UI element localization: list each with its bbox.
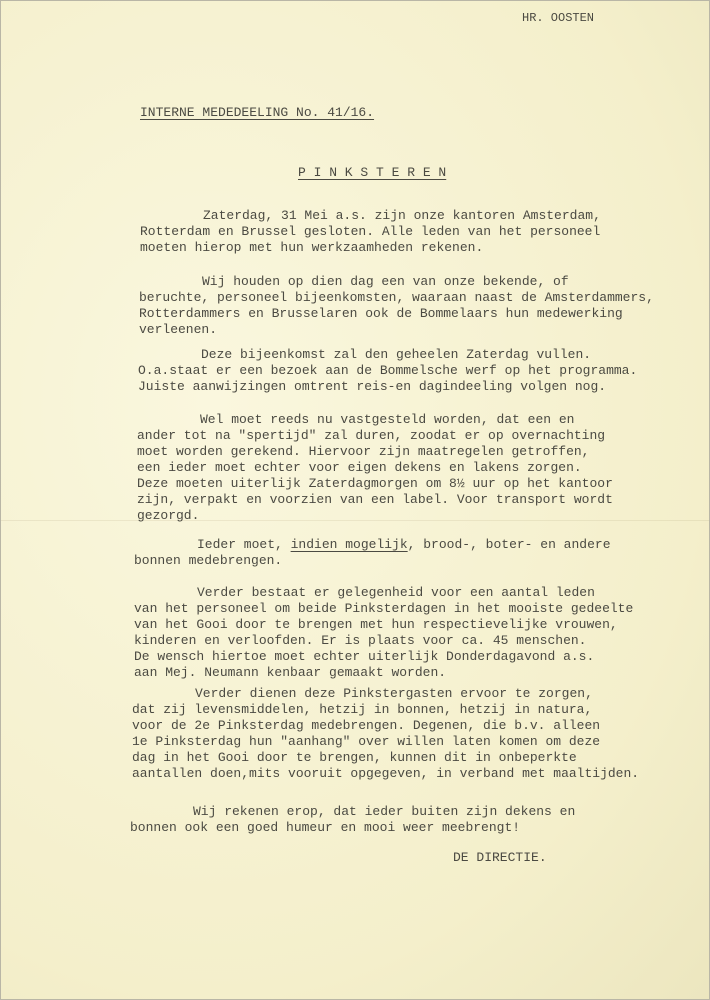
line: beruchte, personeel bijeenkomsten, waaraan naast de Amsterdammers, <box>139 290 654 305</box>
memo-heading: P I N K S T E R E N <box>298 165 447 180</box>
text: Ieder moet, <box>197 537 291 552</box>
line: De wensch hiertoe moet echter uiterlijk Donderdagavond a.s. <box>134 649 595 664</box>
line: bonnen medebrengen. <box>134 553 283 568</box>
line <box>134 537 611 553</box>
line: bonnen ook een goed humeur en mooi weer meebrengt! <box>130 820 521 835</box>
line: gezorgd. <box>137 508 200 523</box>
memo-title: INTERNE MEDEDEELING No. 41/16. <box>140 105 375 120</box>
paragraph-3 <box>138 347 637 395</box>
line: kinderen en verloofden. Er is plaats voor ca. 45 menschen. <box>134 633 587 648</box>
signature: DE DIRECTIE. <box>453 850 547 865</box>
paragraph-5 <box>134 537 611 569</box>
line: van het Gooi door te brengen met hun respectievelijke vrouwen, <box>134 617 618 632</box>
line: Juiste aanwijzingen omtrent reis-en dagindeeling volgen nog. <box>138 379 607 394</box>
line: van het personeel om beide Pinksterdagen in het mooiste gedeelte <box>134 601 634 616</box>
line: Verder bestaat er gelegenheid voor een aantal leden <box>197 585 595 600</box>
line: Deze moeten uiterlijk Zaterdagmorgen om 8½ uur op het kantoor <box>137 476 613 491</box>
line: een ieder moet echter voor eigen dekens en lakens zorgen. <box>137 460 582 475</box>
paragraph-2 <box>139 274 654 338</box>
line: Wij rekenen erop, dat ieder buiten zijn dekens en <box>193 804 576 819</box>
paragraph-6 <box>134 585 633 681</box>
recipient: HR. OOSTEN <box>522 11 595 25</box>
line: ander tot na "spertijd" zal duren, zoodat er op overnachting <box>137 428 606 443</box>
line: Wij houden op dien dag een van onze bekende, of <box>202 274 569 289</box>
line: Wel moet reeds nu vastgesteld worden, dat een en <box>200 412 575 427</box>
paragraph-7 <box>132 686 639 782</box>
line: O.a.staat er een bezoek aan de Bommelsche werf op het programma. <box>138 363 638 378</box>
line: 1e Pinksterdag hun "aanhang" over willen laten komen om deze <box>132 734 601 749</box>
paragraph-1 <box>140 208 601 256</box>
line: Rotterdammers en Brusselaren ook de Bommelaars hun medewerking <box>139 306 623 321</box>
line: Deze bijeenkomst zal den geheelen Zaterdag vullen. <box>201 347 592 362</box>
line: verleenen. <box>139 322 218 337</box>
line: Verder dienen deze Pinkstergasten ervoor te zorgen, <box>195 686 593 701</box>
line: Rotterdam en Brussel gesloten. Alle leden van het personeel <box>140 224 601 239</box>
line: zijn, verpakt en voorzien van een label. Voor transport wordt <box>137 492 613 507</box>
paragraph-4 <box>137 412 613 524</box>
line: dat zij levensmiddelen, hetzij in bonnen, hetzij in natura, <box>132 702 593 717</box>
underlined-text: indien mogelijk <box>290 537 408 552</box>
line: Zaterdag, 31 Mei a.s. zijn onze kantoren Amsterdam, <box>203 208 601 223</box>
line: voor de 2e Pinksterdag medebrengen. Degenen, die b.v. alleen <box>132 718 601 733</box>
line: aantallen doen,mits vooruit opgegeven, in verband met maaltijden. <box>132 766 640 781</box>
line: moeten hierop met hun werkzaamheden rekenen. <box>140 240 484 255</box>
paragraph-8 <box>130 804 575 836</box>
line: aan Mej. Neumann kenbaar gemaakt worden. <box>134 665 447 680</box>
line: moet worden gerekend. Hiervoor zijn maatregelen getroffen, <box>137 444 590 459</box>
line: dag in het Gooi door te brengen, kunnen dit in onbeperkte <box>132 750 577 765</box>
text: , brood-, boter- en andere <box>407 537 611 552</box>
